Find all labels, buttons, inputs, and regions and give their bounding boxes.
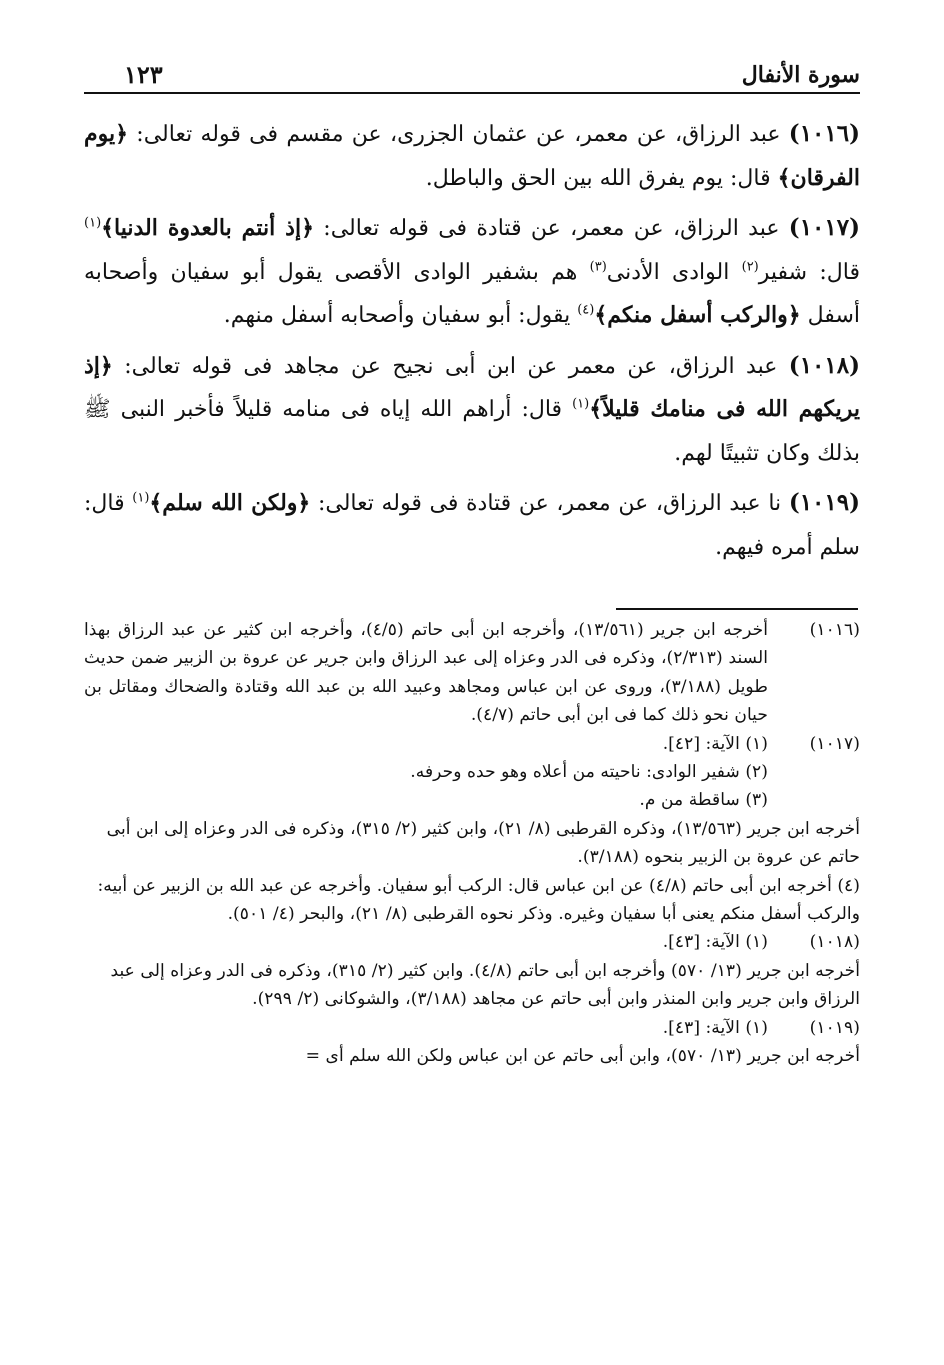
entry-text: قال: سلم أمره فيهم.	[84, 491, 860, 560]
entry-text: قال: أراهم الله إياه فى منامه قليلاً فأخبر النبى ﷺ بذلك وكان تثبيتًا لهم.	[84, 397, 860, 466]
entry-1019	[84, 481, 860, 569]
entry-number: (١٠١٩)	[788, 489, 861, 516]
page-header	[84, 58, 860, 94]
footnote-text: أخرجه ابن جرير (١٣/٥٦١)، وأخرجه ابن أبى حاتم (٤/٥)، وأخرجه ابن كثير عن عبد الرزاق بهذا السند (٢/٣١٣)، وذكره فى الدر وعزاه إلى عبد الرزاق وابن جرير عن عروة بن الزبير ضمن حديث طويل (٣/١٨٨)، وروى عن ابن عباس ومجاهد وعبيد الله بن عبد الله وقتادة والضحاك ومقاتل بن حيان نحو ذلك كما فى ابن أبى حاتم (٤/٧).	[84, 620, 768, 726]
footnote-divider	[616, 608, 858, 610]
entry-1017	[84, 206, 860, 338]
entry-number: (١٠١٦)	[788, 120, 860, 147]
entry-text: قال: يوم يفرق الله بين الحق والباطل.	[425, 165, 778, 191]
surah-title: سورة الأنفال	[741, 62, 860, 88]
footnote-text: (١) الآية: [٤٣].	[662, 932, 768, 953]
main-text	[84, 112, 860, 575]
footnote-ref: (١)	[132, 490, 150, 506]
footnote-ref: (٢)	[741, 259, 759, 275]
quran-quote: ﴿إذ يريكهم الله فى منامك قليلاً﴾	[84, 352, 860, 422]
quran-quote: ﴿يوم الفرقان﴾	[84, 121, 860, 191]
page-number: ١٢٣	[124, 60, 163, 89]
footnote-text: (١) الآية: [٤٢].	[662, 733, 768, 754]
footnote-ref: (١)	[84, 215, 102, 231]
entry-text: هم بشفير الوادى الأقصى يقول أبو سفيان وأصحابه أسفل	[84, 259, 860, 328]
quran-quote: ﴿ولكن الله سلم﴾	[149, 490, 311, 516]
footnote-tag: (١٠١٦)	[809, 620, 860, 640]
entry-text: يقول: أبو سفيان وأصحابه أسفل منهم.	[223, 303, 578, 328]
footnote-tag: (١٠١٨)	[809, 932, 860, 953]
footnote-1017-3: (٣) ساقطة من م.	[639, 790, 768, 811]
footnote-tag: (١٠١٧)	[809, 733, 860, 754]
footnote-ref: (١)	[572, 396, 590, 412]
entry-number: (١٠١٨)	[788, 351, 860, 379]
footnote-tag: (١٠١٩)	[809, 1017, 860, 1038]
entry-text: عبد الرزاق، عن معمر، عن قتادة فى قوله تعالى:	[313, 216, 789, 241]
footnote-1017-source: أخرجه ابن جرير (١٣/٥٦٣)، وذكره القرطبى (٨/ ٢١)، وابن كثير (٢/ ٣١٥)، وذكره فى الدر وعزاه إلى ابن أبى حاتم عن عروة بن الزبير بنحوه (٣/١٨٨).	[106, 818, 860, 868]
footnote-1017-1	[84, 730, 860, 758]
entry-text: قال: شفير	[758, 259, 860, 285]
footnotes	[84, 616, 860, 1071]
entry-text: نا عبد الرزاق، عن معمر، عن قتادة فى قوله تعالى:	[310, 491, 789, 516]
footnote-ref: (٣)	[589, 259, 607, 275]
footnote-1017-4: (٤) أخرجه ابن أبى حاتم (٤/٨) عن ابن عباس قال: الركب أبو سفيان. وأخرجه عن عبد الله بن الزبير عن أبيه: والركب أسفل منكم يعنى أبا سفيان وغيره. وذكر نحوه القرطبى (٨/ ٢١)، والبحر (٤/ ٥٠١).	[97, 875, 860, 925]
quran-quote: ﴿إذ أنتم بالعدوة الدنيا﴾	[101, 215, 314, 241]
footnote-1016	[84, 616, 860, 730]
entry-1016	[84, 112, 860, 200]
footnote-1019-source: أخرجه ابن جرير (١٣/ ٥٧٠)، وابن أبى حاتم عن ابن عباس ولكن الله سلم أى =	[305, 1046, 860, 1067]
footnote-1017-2: (٢) شفير الوادى: ناحيته من أعلاه وهو حده وحرفه.	[410, 762, 768, 783]
footnote-1019-1	[84, 1014, 860, 1042]
entry-number: (١٠١٧)	[788, 214, 860, 241]
entry-text: الوادى الأدنى	[606, 259, 742, 285]
entry-text: عبد الرزاق، عن معمر، عن عثمان الجزرى، عن مقسم فى قوله تعالى:	[128, 122, 789, 147]
footnote-text: (١) الآية: [٤٣].	[662, 1017, 768, 1038]
entry-text: عبد الرزاق، عن معمر عن ابن أبى نجيح عن مجاهد فى قوله تعالى:	[112, 353, 789, 379]
footnote-ref: (٤)	[577, 302, 595, 318]
footnote-1018-1	[84, 928, 860, 956]
entry-1018	[84, 344, 860, 476]
footnote-1018-source: أخرجه ابن جرير (١٣/ ٥٧٠) وأخرجه ابن أبى حاتم (٤/٨). وابن كثير (٢/ ٣١٥)، وذكره فى الدر وعزاه إلى عبد الرزاق وابن جرير وابن المنذر وابن أبى حاتم عن مجاهد (٣/١٨٨)، والشوكانى (٢/ ٢٩٩).	[110, 960, 860, 1010]
quran-quote: ﴿والركب أسفل منكم﴾	[594, 302, 801, 328]
